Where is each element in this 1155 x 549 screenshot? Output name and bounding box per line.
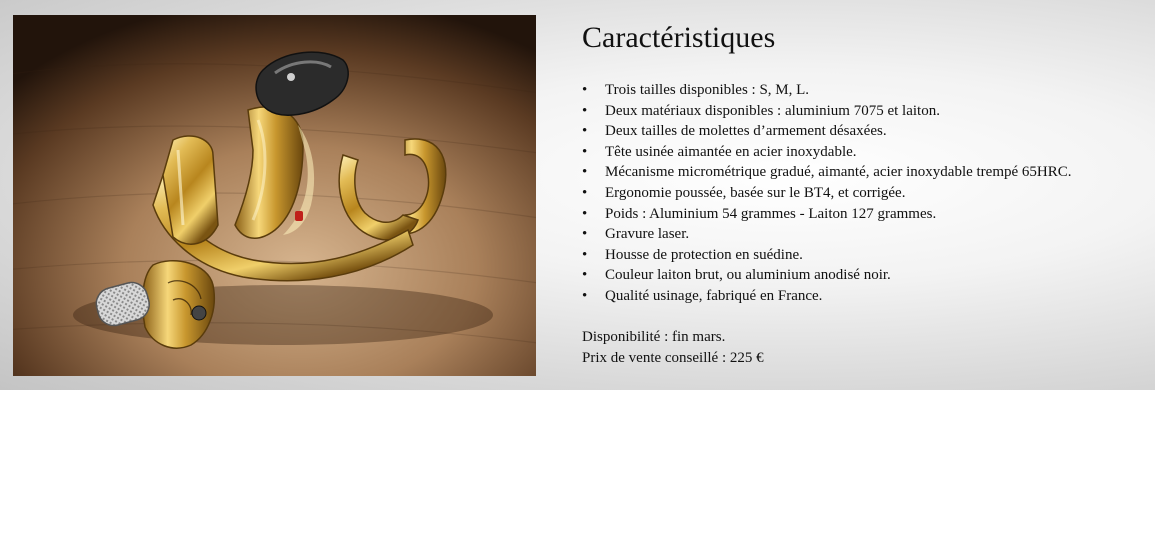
product-photo (13, 15, 536, 376)
feature-item: • Couleur laiton brut, ou aluminium anodisé noir. (582, 265, 1152, 286)
feature-item: • Housse de protection en suédine. (582, 245, 1152, 266)
feature-item: • Tête usinée aimantée en acier inoxydable. (582, 142, 1152, 163)
feature-item: • Ergonomie poussée, basée sur le BT4, et corrigée. (582, 183, 1152, 204)
feature-item: • Qualité usinage, fabriqué en France. (582, 286, 1152, 307)
feature-item: • Trois tailles disponibles : S, M, L. (582, 80, 1152, 101)
feature-item: • Deux matériaux disponibles : aluminium 7075 et laiton. (582, 101, 1152, 122)
feature-item: • Poids : Aluminium 54 grammes - Laiton 127 grammes. (582, 204, 1152, 225)
specs-title: Caractéristiques (582, 21, 776, 54)
feature-item: • Deux tailles de molettes d’armement désaxées. (582, 121, 1152, 142)
specs-panel (582, 18, 1152, 369)
release-aid-image (13, 15, 536, 376)
feature-item: • Mécanisme micrométrique gradué, aimanté, acier inoxydable trempé 65HRC. (582, 162, 1152, 183)
availability-text: Disponibilité : fin mars. (582, 328, 726, 345)
purchase-info (582, 327, 1152, 369)
price-text: Prix de vente conseillé : 225 € (582, 349, 764, 366)
feature-list (582, 80, 1152, 307)
feature-item: • Gravure laser. (582, 224, 1152, 245)
